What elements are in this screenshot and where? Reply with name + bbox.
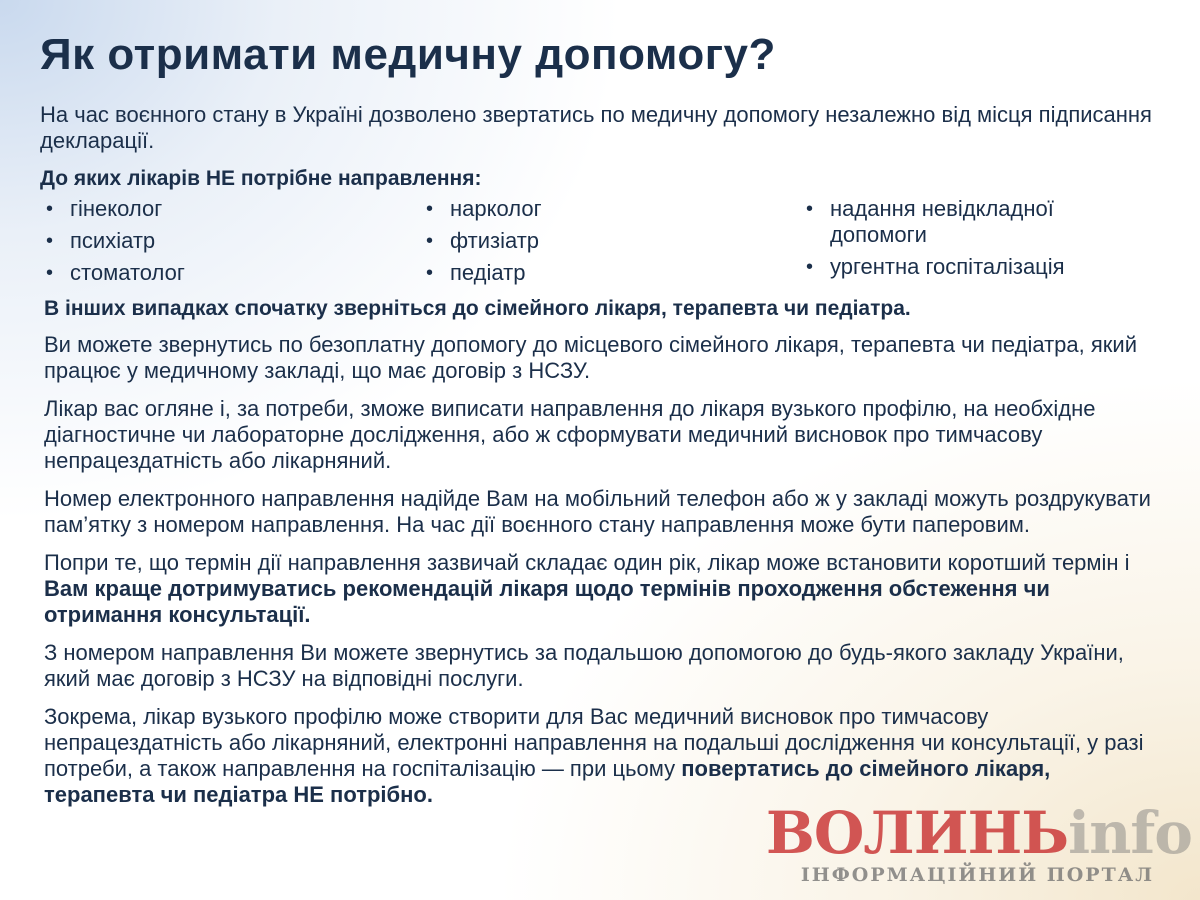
list-item: • надання невідкладної допомоги (802, 196, 1142, 248)
list-item: • нарколог (422, 196, 752, 222)
volyn-info-watermark (765, 799, 1192, 894)
list-item: • ургентна госпіталізація (802, 254, 1142, 280)
watermark-logo-red: ВОЛИНЬ (765, 799, 1069, 867)
page-title: Як отримати медичну допомогу? (40, 30, 776, 79)
paragraph-bold-text: повертатись до сімейного лікаря, терапевта чи педіатра НЕ потрібно. (44, 756, 1051, 807)
list-item: • стоматолог (42, 260, 372, 286)
paragraph-text: Зокрема, лікар вузького профілю може створити для Вас медичний висновок про тимчасову непрацездатність або лікарняний, електронні направлення на подальші дослідження чи консультації, у разі потреби, а також направлення на госпіталізацію — при цьому (44, 704, 1144, 781)
no-referral-heading: До яких лікарів НЕ потрібне направлення: (40, 167, 482, 190)
watermark-logo (765, 799, 1192, 867)
paragraph-referral-term (44, 550, 1164, 628)
paragraph-free-help: Ви можете звернутись по безоплатну допомогу до місцевого сімейного лікаря, терапевта чи педіатра, який працює у медичному закладі, що має договір з НСЗУ. (44, 332, 1137, 383)
body-text (44, 296, 1164, 820)
watermark-subtitle: ІНФОРМАЦІЙНИЙ ПОРТАЛ (800, 864, 1154, 886)
paragraph-doctor-exam: Лікар вас огляне і, за потреби, зможе виписати направлення до лікаря вузького профілю, на необхідне діагностичне чи лабораторне дослідження, або ж сформувати медичний висновок про тимчасову непрацездатність або лікарняний. (44, 396, 1096, 473)
paragraph-specialist (44, 704, 1164, 808)
list-item: • гінеколог (42, 196, 372, 222)
list-item: • педіатр (422, 260, 752, 286)
paragraph-family-doctor-first: В інших випадках спочатку зверніться до сімейного лікаря, терапевта чи педіатра. (44, 297, 911, 320)
paragraph-referral-number: Номер електронного направлення надійде Вам на мобільний телефон або ж у закладі можуть роздрукувати пам’ятку з номером направлення. На час дії воєнного стану направлення може бути паперовим. (44, 486, 1151, 537)
doctor-list-column-1 (42, 196, 372, 292)
paragraph-text: Попри те, що термін дії направлення зазвичай складає один рік, лікар може встановити коротший термін і (44, 550, 1130, 575)
watermark-logo-grey: info (1068, 799, 1192, 867)
doctor-list-column-2 (422, 196, 752, 292)
list-item: • фтизіатр (422, 228, 752, 254)
paragraph-bold-text: Вам краще дотримуватись рекомендацій лікаря щодо термінів проходження обстеження чи отримання консультації. (44, 576, 1050, 627)
list-item: • психіатр (42, 228, 372, 254)
doctor-list-column-3 (802, 196, 1142, 286)
intro-text: На час воєнного стану в Україні дозволено звертатись по медичну допомогу незалежно від місця підписання декларації. (40, 102, 1152, 153)
paragraph-further-help: З номером направлення Ви можете звернутись за подальшою допомогою до будь-якого закладу України, який має договір з НСЗУ на відповідні послуги. (44, 640, 1124, 691)
